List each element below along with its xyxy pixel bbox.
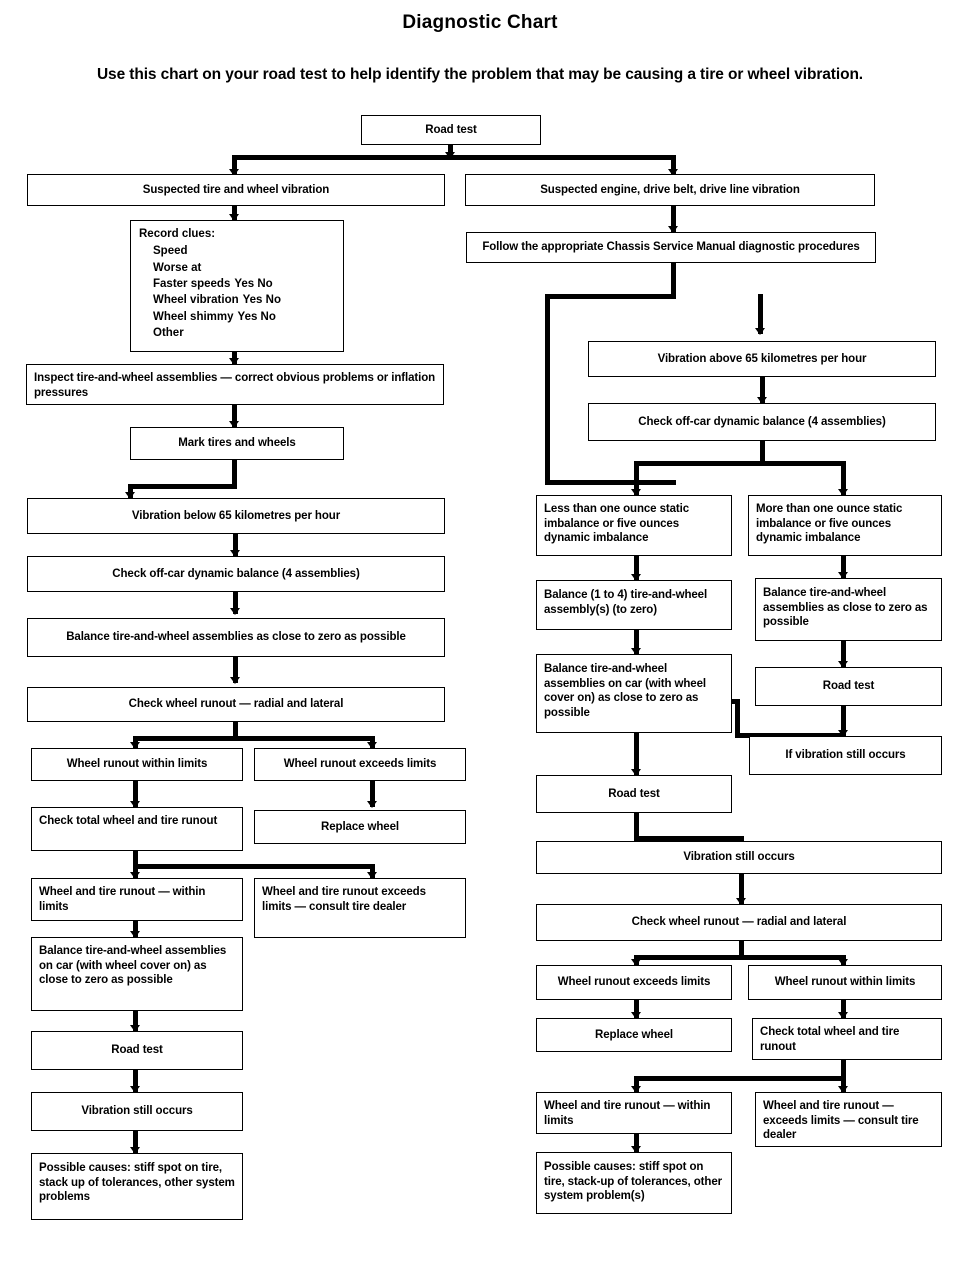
node-inspect-assemblies[interactable]: Inspect tire-and-wheel assemblies — correct obvious problems or inflation pressures xyxy=(26,364,444,405)
node-wheel-tire-runout-exceeds-left[interactable]: Wheel and tire runout exceeds limits — consult tire dealer xyxy=(254,878,466,938)
node-suspected-engine[interactable]: Suspected engine, drive belt, drive line vibration xyxy=(465,174,875,206)
node-check-offcar-balance-left[interactable]: Check off-car dynamic balance (4 assemblies) xyxy=(27,556,445,592)
clue-item xyxy=(139,309,335,325)
arrow xyxy=(230,677,240,684)
clue-label: Speed xyxy=(153,245,188,258)
clue-label: Wheel shimmy xyxy=(153,310,234,323)
node-wheel-runout-exceeds-limits-right[interactable]: Wheel runout exceeds limits xyxy=(536,965,732,1000)
node-balance-on-car-right[interactable]: Balance tire-and-wheel assemblies on car (with wheel cover on) as close to zero as possible xyxy=(536,654,732,733)
node-vibration-still-occurs-left[interactable]: Vibration still occurs xyxy=(31,1092,243,1131)
connector xyxy=(735,699,740,737)
clue-item xyxy=(139,292,335,308)
clue-item xyxy=(139,276,335,292)
node-balance-close-to-zero-left[interactable]: Balance tire-and-wheel assemblies as close to zero as possible xyxy=(27,618,445,657)
clue-item xyxy=(139,243,335,259)
clue-yesno xyxy=(201,262,205,274)
node-suspected-tire-wheel[interactable]: Suspected tire and wheel vibration xyxy=(27,174,445,206)
clue-yesno: Yes No xyxy=(237,310,276,323)
node-if-vibration-still-occurs[interactable]: If vibration still occurs xyxy=(749,736,942,775)
node-check-offcar-balance-right[interactable]: Check off-car dynamic balance (4 assemblies) xyxy=(588,403,936,441)
clue-yesno: Yes No xyxy=(242,294,281,307)
node-wheel-runout-exceeds-limits-left[interactable]: Wheel runout exceeds limits xyxy=(254,748,466,781)
connector xyxy=(133,736,375,741)
node-less-than-one-ounce[interactable]: Less than one ounce static imbalance or five ounces dynamic imbalance xyxy=(536,495,732,556)
clue-label: Wheel vibration xyxy=(153,294,239,307)
node-wheel-tire-runout-exceeds-right[interactable]: Wheel and tire runout — exceeds limits — consult tire dealer xyxy=(755,1092,942,1147)
connector xyxy=(634,1076,846,1081)
connector xyxy=(634,955,846,960)
node-wheel-runout-within-limits-left[interactable]: Wheel runout within limits xyxy=(31,748,243,781)
node-check-wheel-runout-right[interactable]: Check wheel runout — radial and lateral xyxy=(536,904,942,941)
connector xyxy=(128,484,237,489)
node-wheel-tire-runout-within-right[interactable]: Wheel and tire runout — within limits xyxy=(536,1092,732,1134)
node-check-total-runout-left[interactable]: Check total wheel and tire runout xyxy=(31,807,243,851)
node-follow-chassis-manual[interactable]: Follow the appropriate Chassis Service Manual diagnostic procedures xyxy=(466,232,876,263)
node-wheel-tire-runout-within-left[interactable]: Wheel and tire runout — within limits xyxy=(31,878,243,921)
node-road-test-right-mid[interactable]: Road test xyxy=(536,775,732,813)
clue-item xyxy=(139,325,335,341)
node-possible-causes-right[interactable]: Possible causes: stiff spot on tire, stack-up of tolerances, other system problem(s) xyxy=(536,1152,732,1214)
node-record-clues[interactable] xyxy=(130,220,344,352)
arrow xyxy=(367,801,377,808)
node-check-total-runout-right[interactable]: Check total wheel and tire runout xyxy=(752,1018,942,1060)
node-balance-as-close-to-zero-right[interactable]: Balance tire-and-wheel assemblies as close to zero as possible xyxy=(755,578,942,641)
clue-label: Other xyxy=(153,326,184,339)
record-clues-heading: Record clues: xyxy=(139,228,216,240)
arrow xyxy=(445,152,455,159)
page-title: Diagnostic Chart xyxy=(402,12,558,33)
node-road-test-right-upper[interactable]: Road test xyxy=(755,667,942,706)
node-mark-tires-wheels[interactable]: Mark tires and wheels xyxy=(130,427,344,460)
arrow xyxy=(230,608,240,615)
connector xyxy=(545,294,676,299)
clue-label: Faster speeds xyxy=(153,277,231,290)
clue-yesno xyxy=(188,245,192,257)
node-balance-1-to-4-assemblies[interactable]: Balance (1 to 4) tire-and-wheel assembly(s) (to zero) xyxy=(536,580,732,630)
node-balance-on-car-left[interactable]: Balance tire-and-wheel assemblies on car (with wheel cover on) as close to zero as possible xyxy=(31,937,243,1011)
node-vibration-above-65[interactable]: Vibration above 65 kilometres per hour xyxy=(588,341,936,377)
clue-yesno: Yes No xyxy=(234,277,273,290)
connector xyxy=(671,263,676,297)
node-vibration-below-65[interactable]: Vibration below 65 kilometres per hour xyxy=(27,498,445,534)
clue-item xyxy=(139,260,335,276)
connector xyxy=(634,461,846,466)
node-wheel-runout-within-limits-right[interactable]: Wheel runout within limits xyxy=(748,965,942,1000)
connector xyxy=(545,480,676,485)
node-road-test-top[interactable]: Road test xyxy=(361,115,541,145)
node-possible-causes-left[interactable]: Possible causes: stiff spot on tire, stack up of tolerances, other system problems xyxy=(31,1153,243,1220)
node-replace-wheel-right[interactable]: Replace wheel xyxy=(536,1018,732,1052)
node-replace-wheel-left[interactable]: Replace wheel xyxy=(254,810,466,844)
node-vibration-still-occurs-right[interactable]: Vibration still occurs xyxy=(536,841,942,874)
node-road-test-left[interactable]: Road test xyxy=(31,1031,243,1070)
connector xyxy=(545,294,550,484)
node-more-than-one-ounce[interactable]: More than one ounce static imbalance or five ounces dynamic imbalance xyxy=(748,495,942,556)
clue-yesno xyxy=(184,327,188,339)
node-check-wheel-runout-left[interactable]: Check wheel runout — radial and lateral xyxy=(27,687,445,722)
connector xyxy=(133,864,375,869)
page-subtitle: Use this chart on your road test to help identify the problem that may be causing a tire or wheel vibration. xyxy=(96,66,864,83)
clue-label: Worse at xyxy=(153,261,202,274)
arrow xyxy=(755,328,765,335)
